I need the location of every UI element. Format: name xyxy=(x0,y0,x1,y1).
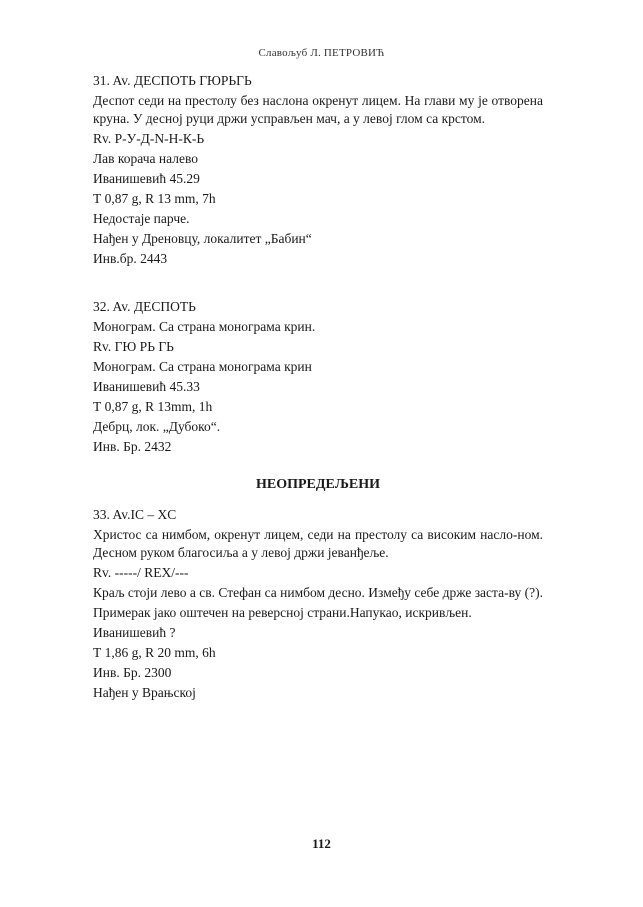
entry-reference: Иванишевић 45.33 xyxy=(93,379,200,394)
catalog-entry-33 xyxy=(93,506,543,702)
catalog-entry-32 xyxy=(93,298,543,456)
entry-findspot: Нађен у Дреновцу, локалитет „Бабин“ xyxy=(93,231,312,246)
page-body xyxy=(93,72,543,704)
entry-measurements: Т 0,87 g, R 13 mm, 7h xyxy=(93,191,216,206)
entry-reference: Иванишевић ? xyxy=(93,625,176,640)
running-head: Славољуб Л. ПЕТРОВИЋ xyxy=(258,47,385,59)
entry-description: Христос са нимбом, окренут лицем, седи на престолу са високим насло-ном. Десном руком благосиља а у левој држи јеванђеље. xyxy=(93,527,543,560)
entry-findspot: Нађен у Врањској xyxy=(93,685,196,700)
entry-measurements: Т 0,87 g, R 13mm, 1h xyxy=(93,399,213,414)
page-number: 112 xyxy=(312,836,331,851)
entry-reverse: Rv. Р-У-Д-N-Н-К-Ь xyxy=(93,131,205,146)
entry-reference: Иванишевић 45.29 xyxy=(93,171,200,186)
entry-condition-note: Примерак јако оштечен на реверсној страни.Напукао, искривљен. xyxy=(93,605,472,620)
entry-title: 32. Av. ДЕСПОТЬ xyxy=(93,299,196,314)
entry-findspot: Дебрц, лок. „Дубоко“. xyxy=(93,419,221,434)
entry-description: Деспот седи на престолу без наслона окренут лицем. На глави му је отворена круна. У десној руци држи усправљен мач, а у левој глом са крстом. xyxy=(93,93,543,126)
entry-reverse: Rv. ГЮ РЬ ГЬ xyxy=(93,339,174,354)
entry-inventory: Инв.бр. 2443 xyxy=(93,251,168,266)
entry-inventory: Инв. Бр. 2300 xyxy=(93,665,172,680)
entry-note: Недостаје парче. xyxy=(93,211,190,226)
entry-title: 33. Av.IC – XC xyxy=(93,507,177,522)
section-heading: НЕОПРЕДЕЉЕНИ xyxy=(255,477,381,492)
entry-reverse-description: Монограм. Са страна монограма крин xyxy=(93,359,312,374)
entry-title: 31. Av. ДЕСПОТЬ ГЮРЬГЬ xyxy=(93,73,252,88)
entry-reverse: Rv. -----/ REX/--- xyxy=(93,565,189,580)
entry-description: Монограм. Са страна монограма крин. xyxy=(93,319,316,334)
entry-reverse-description: Краљ стоји лево а св. Стефан са нимбом десно. Између себе држе заста-ву (?). xyxy=(93,585,543,600)
entry-reverse-description: Лав корача налево xyxy=(93,151,198,166)
catalog-entry-31 xyxy=(93,72,543,268)
entry-measurements: Т 1,86 g, R 20 mm, 6h xyxy=(93,645,216,660)
entry-inventory: Инв. Бр. 2432 xyxy=(93,439,172,454)
